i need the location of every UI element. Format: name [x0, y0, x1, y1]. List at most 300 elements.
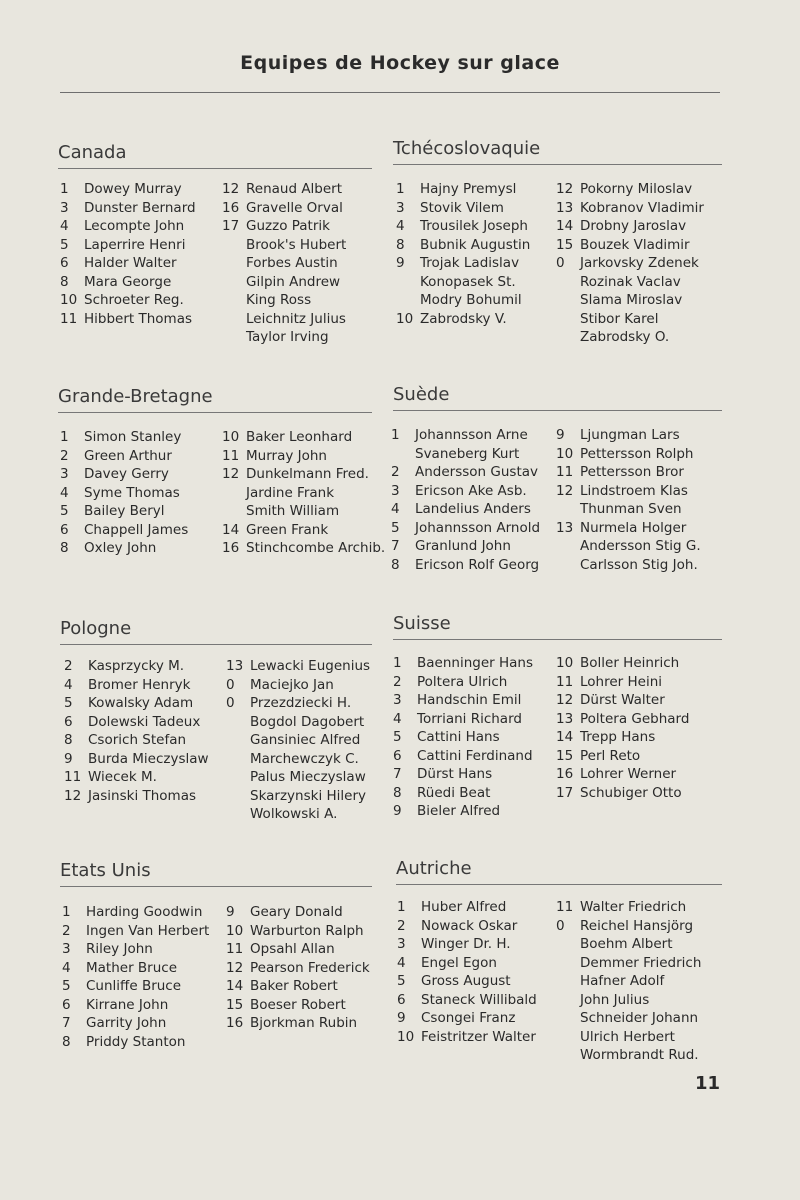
player-name: Lohrer Werner: [580, 766, 677, 782]
player-row: [226, 657, 370, 675]
player-name: Handschin Emil: [417, 692, 522, 708]
player-name: Landelius Anders: [415, 501, 531, 517]
player-row: [393, 728, 500, 746]
player-name: Svaneberg Kurt: [415, 445, 520, 462]
player-name: Davey Gerry: [84, 466, 169, 482]
team-name: Canada: [58, 142, 127, 163]
player-row: [556, 519, 686, 537]
player-number: 1: [60, 181, 69, 197]
player-name: Ericson Rolf Georg: [415, 556, 540, 573]
player-row: [397, 917, 517, 935]
player-number: 15: [556, 747, 574, 764]
team-name: Autriche: [396, 858, 472, 879]
player-row: [556, 291, 682, 309]
player-name: Mara George: [84, 273, 172, 290]
player-row: [393, 784, 490, 802]
player-name: Gansiniec Alfred: [250, 732, 361, 748]
player-name: Renaud Albert: [246, 181, 343, 197]
player-row: [556, 328, 669, 346]
player-name: Engel Egon: [421, 954, 497, 971]
team-rule: [58, 412, 372, 413]
player-name: Wormbrandt Rud.: [580, 1047, 699, 1063]
player-name: Granlund John: [415, 538, 511, 554]
player-row: [556, 1009, 698, 1027]
player-row: [62, 1014, 166, 1032]
player-row: [60, 199, 196, 217]
player-name: Stinchcombe Archib.: [246, 540, 386, 556]
player-number: 10: [556, 655, 574, 671]
player-name: Cattini Hans: [417, 729, 500, 745]
player-name: Trojak Ladislav: [420, 255, 520, 271]
player-row: [226, 805, 337, 823]
player-name: Jarkovsky Zdenek: [580, 255, 699, 271]
player-name: Bieler Alfred: [417, 803, 501, 819]
player-name: Geary Donald: [250, 904, 343, 920]
player-row: [396, 236, 530, 254]
team-rule: [393, 410, 722, 411]
player-number: 11: [556, 673, 574, 690]
player-row: [556, 217, 686, 235]
player-row: [556, 972, 664, 990]
player-row: [556, 537, 701, 555]
player-row: [396, 310, 507, 328]
player-number: 1: [397, 899, 406, 915]
player-number: 10: [556, 445, 574, 462]
team-name: Suède: [393, 384, 450, 405]
player-number: 6: [397, 991, 406, 1008]
player-name: Demmer Friedrich: [580, 954, 702, 971]
player-name: Slama Miroslav: [580, 292, 683, 308]
player-row: [556, 784, 682, 802]
player-row: [226, 694, 351, 712]
player-row: [222, 236, 346, 254]
player-number: 7: [391, 538, 400, 554]
player-row: [397, 898, 506, 916]
player-number: 8: [391, 556, 400, 573]
player-name: Lewacki Eugenius: [250, 658, 371, 674]
player-name: Opsahl Allan: [250, 941, 335, 957]
player-name: Pokorny Miloslav: [580, 181, 693, 197]
team-rule: [393, 639, 722, 640]
player-number: 14: [226, 978, 244, 994]
player-row: [393, 673, 507, 691]
player-name: Marchewczyk C.: [250, 750, 359, 767]
player-row: [60, 428, 181, 446]
player-number: 2: [60, 447, 69, 464]
player-row: [397, 954, 497, 972]
player-number: 3: [60, 199, 69, 216]
player-number: 12: [222, 466, 240, 482]
player-number: 5: [391, 519, 400, 536]
player-row: [64, 750, 209, 768]
player-number: 3: [393, 692, 402, 708]
player-row: [396, 273, 516, 291]
player-name: Boehm Albert: [580, 936, 673, 952]
player-row: [396, 217, 528, 235]
team-name: Pologne: [60, 618, 132, 639]
player-name: Priddy Stanton: [86, 1033, 186, 1050]
player-number: 10: [60, 292, 78, 308]
player-name: Warburton Ralph: [250, 922, 364, 939]
player-number: 3: [60, 466, 69, 482]
player-row: [556, 310, 658, 328]
team-name: Etats Unis: [60, 860, 151, 881]
player-row: [397, 972, 511, 990]
player-number: 1: [62, 904, 71, 920]
player-row: [60, 521, 188, 539]
player-name: Kasprzycky M.: [88, 658, 185, 674]
player-name: Dolewski Tadeux: [88, 713, 201, 730]
player-name: Chappell James: [84, 521, 189, 538]
player-name: Guzzo Patrik: [246, 218, 330, 234]
player-row: [222, 254, 338, 272]
player-name: Baker Robert: [250, 978, 338, 994]
player-name: Ericson Ake Asb.: [415, 482, 527, 499]
player-name: Wolkowski A.: [250, 806, 338, 822]
player-row: [64, 657, 184, 675]
player-number: 10: [397, 1028, 415, 1045]
player-row: [556, 445, 694, 463]
player-name: Pearson Frederick: [250, 959, 370, 976]
player-name: Harding Goodwin: [86, 904, 203, 920]
player-row: [556, 273, 681, 291]
player-number: 9: [397, 1010, 406, 1026]
player-number: 4: [60, 484, 69, 501]
player-row: [62, 940, 153, 958]
player-row: [556, 199, 704, 217]
player-number: 5: [60, 503, 69, 519]
player-row: [222, 199, 343, 217]
player-name: Thunman Sven: [580, 501, 682, 517]
player-row: [556, 556, 698, 574]
player-number: 0: [556, 917, 565, 934]
player-name: Pettersson Bror: [580, 464, 684, 480]
player-row: [222, 180, 342, 198]
player-number: 13: [556, 710, 574, 727]
player-name: Lohrer Heini: [580, 673, 663, 690]
player-number: 12: [226, 959, 244, 976]
player-row: [226, 676, 334, 694]
player-number: 2: [391, 464, 400, 480]
player-row: [397, 1009, 515, 1027]
player-number: 12: [222, 181, 240, 197]
player-name: Bogdol Dagobert: [250, 713, 365, 730]
player-row: [60, 236, 185, 254]
player-name: Jasinski Thomas: [88, 787, 197, 804]
player-number: 4: [396, 218, 405, 234]
player-row: [226, 768, 366, 786]
player-row: [222, 428, 352, 446]
player-name: Nowack Oskar: [421, 917, 518, 934]
player-name: Torriani Richard: [417, 710, 522, 727]
player-number: 17: [556, 784, 574, 801]
player-number: 4: [60, 218, 69, 234]
player-name: Lecompte John: [84, 218, 185, 234]
player-row: [556, 180, 692, 198]
player-name: Skarzynski Hilery: [250, 787, 366, 804]
player-row: [226, 1014, 357, 1032]
player-number: 5: [393, 729, 402, 745]
player-number: 14: [556, 218, 574, 234]
player-row: [226, 996, 346, 1014]
player-row: [62, 996, 168, 1014]
team-rule: [60, 886, 372, 887]
player-number: 5: [60, 236, 69, 253]
player-number: 6: [393, 747, 402, 764]
player-row: [60, 502, 164, 520]
player-name: Halder Walter: [84, 255, 177, 271]
player-row: [222, 465, 369, 483]
player-row: [64, 731, 186, 749]
player-row: [222, 447, 327, 465]
player-name: Cattini Ferdinand: [417, 747, 533, 764]
player-row: [393, 765, 492, 783]
player-row: [391, 519, 540, 537]
player-name: Dunkelmann Fred.: [246, 466, 369, 482]
player-row: [222, 310, 346, 328]
player-row: [556, 747, 640, 765]
player-number: 16: [222, 199, 240, 216]
player-name: Staneck Willibald: [421, 991, 537, 1008]
player-number: 15: [556, 236, 574, 253]
player-name: Palus Mieczyslaw: [250, 769, 366, 785]
player-name: Trousilek Joseph: [420, 218, 528, 234]
player-name: Forbes Austin: [246, 255, 338, 271]
player-name: Modry Bohumil: [420, 292, 522, 308]
player-row: [60, 310, 192, 328]
player-number: 16: [556, 766, 574, 782]
player-number: 12: [556, 181, 574, 197]
player-name: Simon Stanley: [84, 429, 182, 445]
player-name: Bromer Henryk: [88, 676, 191, 693]
player-number: 11: [556, 464, 574, 480]
player-row: [60, 539, 156, 557]
player-row: [393, 747, 533, 765]
player-name: Rüedi Beat: [417, 784, 491, 801]
player-number: 9: [226, 904, 235, 920]
player-row: [556, 917, 693, 935]
player-number: 11: [556, 899, 574, 915]
player-row: [393, 802, 500, 820]
player-number: 2: [62, 922, 71, 939]
player-name: Schneider Johann: [580, 1010, 699, 1026]
player-number: 2: [393, 673, 402, 690]
player-row: [226, 787, 366, 805]
player-number: 12: [64, 787, 82, 804]
player-row: [60, 180, 182, 198]
team-rule: [58, 168, 372, 169]
player-row: [62, 903, 202, 921]
player-row: [397, 991, 537, 1009]
player-row: [222, 217, 330, 235]
player-name: Bailey Beryl: [84, 503, 165, 519]
team-rule: [60, 644, 372, 645]
player-name: Dowey Murray: [84, 181, 182, 197]
player-name: Carlsson Stig Joh.: [580, 556, 698, 573]
player-row: [556, 254, 699, 272]
player-name: Dunster Bernard: [84, 199, 196, 216]
player-row: [397, 935, 511, 953]
player-row: [226, 940, 335, 958]
player-name: Ingen Van Herbert: [86, 922, 210, 939]
player-number: 8: [396, 236, 405, 253]
player-row: [391, 482, 527, 500]
player-number: 4: [391, 501, 400, 517]
player-row: [62, 959, 177, 977]
player-number: 0: [226, 676, 235, 693]
player-name: Smith William: [246, 503, 340, 519]
player-number: 13: [556, 199, 574, 216]
player-name: Gravelle Orval: [246, 199, 343, 216]
player-name: Lindstroem Klas: [580, 482, 688, 499]
player-number: 6: [62, 996, 71, 1013]
player-row: [62, 1033, 185, 1051]
player-row: [397, 1028, 536, 1046]
player-name: Laperrire Henri: [84, 236, 186, 253]
player-number: 6: [60, 521, 69, 538]
player-name: Andersson Stig G.: [580, 538, 701, 554]
player-number: 11: [64, 769, 82, 785]
player-row: [226, 922, 364, 940]
player-name: Csorich Stefan: [88, 732, 187, 748]
player-name: Dürst Hans: [417, 766, 493, 782]
player-number: 9: [556, 427, 565, 443]
player-number: 5: [64, 695, 73, 711]
player-name: Poltera Gebhard: [580, 710, 690, 727]
player-row: [556, 898, 686, 916]
player-row: [222, 291, 311, 309]
player-name: Oxley John: [84, 540, 157, 556]
player-row: [391, 556, 539, 574]
player-name: Syme Thomas: [84, 484, 180, 501]
player-number: 8: [60, 540, 69, 556]
player-name: Przezdziecki H.: [250, 695, 352, 711]
player-number: 4: [64, 676, 73, 693]
player-name: Stovik Vilem: [420, 199, 504, 216]
player-row: [556, 935, 673, 953]
player-row: [226, 959, 370, 977]
player-row: [391, 500, 531, 518]
player-name: Mather Bruce: [86, 959, 178, 976]
player-number: 11: [222, 447, 240, 464]
player-number: 0: [556, 255, 565, 271]
player-name: Csongei Franz: [421, 1010, 516, 1026]
player-name: Walter Friedrich: [580, 899, 687, 915]
player-row: [556, 954, 701, 972]
player-row: [396, 291, 522, 309]
player-name: Drobny Jaroslav: [580, 218, 687, 234]
player-name: Burda Mieczyslaw: [88, 750, 209, 767]
player-name: Green Frank: [246, 521, 329, 538]
player-name: Schubiger Otto: [580, 784, 682, 801]
player-name: Rozinak Vaclav: [580, 273, 681, 290]
player-number: 14: [222, 521, 240, 538]
player-name: Stibor Karel: [580, 310, 659, 327]
player-row: [60, 254, 177, 272]
player-name: Reichel Hansjörg: [580, 917, 694, 934]
player-row: [556, 654, 679, 672]
player-number: 5: [397, 973, 406, 989]
player-row: [222, 273, 340, 291]
player-row: [222, 502, 339, 520]
player-row: [556, 500, 682, 518]
player-row: [556, 1046, 699, 1064]
player-name: Brook's Hubert: [246, 236, 347, 253]
player-name: Nurmela Holger: [580, 519, 687, 536]
player-number: 5: [62, 978, 71, 994]
player-number: 10: [396, 310, 414, 327]
player-name: Leichnitz Julius: [246, 310, 346, 327]
player-number: 4: [393, 710, 402, 727]
player-number: 3: [397, 936, 406, 952]
player-number: 15: [226, 996, 244, 1013]
player-row: [64, 713, 200, 731]
player-name: King Ross: [246, 292, 312, 308]
player-row: [60, 484, 180, 502]
player-number: 13: [556, 519, 574, 536]
player-name: Kirrane John: [86, 996, 169, 1013]
player-row: [396, 199, 504, 217]
player-name: Baenninger Hans: [417, 655, 533, 671]
player-row: [62, 977, 181, 995]
player-number: 4: [397, 954, 406, 971]
player-row: [556, 691, 665, 709]
player-name: Cunliffe Bruce: [86, 978, 182, 994]
player-number: 13: [226, 658, 244, 674]
player-name: Gross August: [421, 973, 511, 989]
player-row: [64, 768, 157, 786]
player-name: Zabrodsky V.: [420, 310, 507, 327]
player-row: [556, 426, 680, 444]
player-row: [60, 447, 172, 465]
player-number: 11: [226, 941, 244, 957]
player-number: 3: [62, 941, 71, 957]
player-row: [556, 673, 662, 691]
player-number: 9: [393, 803, 402, 819]
player-number: 8: [60, 273, 69, 290]
player-row: [222, 521, 328, 539]
player-name: Trepp Hans: [580, 729, 656, 745]
player-name: Boller Heinrich: [580, 655, 680, 671]
player-name: Pettersson Rolph: [580, 445, 694, 462]
player-number: 14: [556, 729, 574, 745]
player-name: Huber Alfred: [421, 899, 507, 915]
player-name: Kobranov Vladimir: [580, 199, 704, 216]
player-name: Jardine Frank: [246, 484, 335, 501]
player-number: 2: [397, 917, 406, 934]
player-name: Konopasek St.: [420, 273, 516, 290]
player-number: 9: [396, 255, 405, 271]
player-name: Baker Leonhard: [246, 429, 353, 445]
player-number: 1: [393, 655, 402, 671]
player-name: Hafner Adolf: [580, 973, 665, 989]
player-row: [226, 713, 364, 731]
player-number: 3: [391, 482, 400, 499]
player-number: 6: [64, 713, 73, 730]
player-name: Ulrich Herbert: [580, 1028, 675, 1045]
player-row: [222, 328, 329, 346]
player-row: [60, 291, 184, 309]
player-name: Bubnik Augustin: [420, 236, 531, 253]
player-number: 9: [64, 750, 73, 767]
player-number: 8: [62, 1033, 71, 1050]
player-name: Wiecek M.: [88, 769, 157, 785]
player-row: [226, 903, 343, 921]
player-row: [391, 426, 528, 444]
player-name: Maciejko Jan: [250, 676, 334, 693]
player-number: 11: [60, 310, 78, 327]
player-row: [222, 539, 385, 557]
